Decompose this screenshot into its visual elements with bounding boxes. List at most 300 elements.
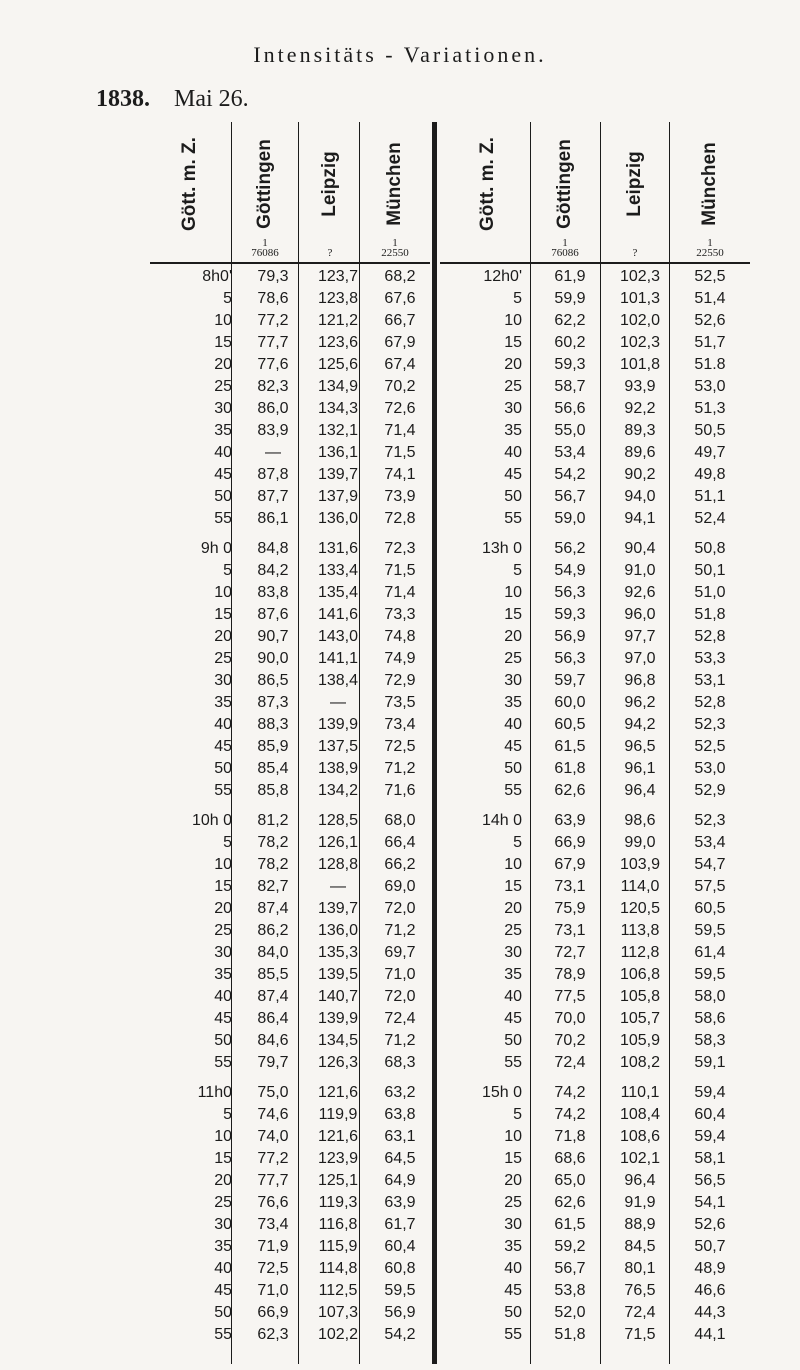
leipzig-left-value: 133,4 bbox=[317, 562, 359, 579]
time-right: 25 bbox=[504, 922, 522, 939]
leipzig-left-value: 140,7 bbox=[317, 988, 359, 1005]
leipzig-right-value: 94,2 bbox=[624, 716, 656, 733]
leipzig-right-value: 94,0 bbox=[624, 488, 656, 505]
muenchen-left-value: 72,9 bbox=[384, 672, 416, 689]
time-right: 15h 0 bbox=[481, 1084, 522, 1101]
time-left: 20 bbox=[214, 900, 232, 917]
leipzig-left-value: 137,5 bbox=[317, 738, 359, 755]
header-label: München bbox=[699, 142, 720, 226]
leipzig-left-value: 125,6 bbox=[317, 356, 359, 373]
leipzig-left-value: 134,2 bbox=[317, 782, 359, 799]
time-right: 25 bbox=[504, 378, 522, 395]
table-row bbox=[0, 1192, 800, 1214]
hour-section bbox=[0, 1082, 800, 1346]
table-row bbox=[0, 1170, 800, 1192]
muenchen-right-value: 60,4 bbox=[694, 1106, 726, 1123]
leipzig-right-value: 96,8 bbox=[624, 672, 656, 689]
time-left: 30 bbox=[214, 1216, 232, 1233]
leipzig-right-value: 93,9 bbox=[624, 378, 656, 395]
goettingen-right-value: 65,0 bbox=[554, 1172, 586, 1189]
header-muenchen-left bbox=[360, 122, 430, 262]
goettingen-left-value: 81,2 bbox=[257, 812, 289, 829]
muenchen-left-value: 71,4 bbox=[384, 584, 416, 601]
time-right: 20 bbox=[504, 900, 522, 917]
muenchen-right-value: 53,0 bbox=[694, 760, 726, 777]
time-left: 10h 0 bbox=[191, 812, 232, 829]
time-left: 25 bbox=[214, 1194, 232, 1211]
hour-section bbox=[0, 538, 800, 802]
table-row bbox=[0, 1236, 800, 1258]
goettingen-right-value: 51,8 bbox=[554, 1326, 586, 1343]
muenchen-right-value: 48,9 bbox=[694, 1260, 726, 1277]
leipzig-right-value: 113,8 bbox=[620, 922, 660, 939]
muenchen-right-value: 52,3 bbox=[694, 812, 726, 829]
muenchen-right-value: 52,5 bbox=[694, 268, 726, 285]
goettingen-left-value: 78,2 bbox=[257, 834, 289, 851]
time-right: 15 bbox=[504, 606, 522, 623]
goettingen-right-value: 59,7 bbox=[554, 672, 586, 689]
leipzig-right-value: 88,9 bbox=[624, 1216, 656, 1233]
leipzig-left-value: 135,4 bbox=[317, 584, 359, 601]
table-row bbox=[0, 1126, 800, 1148]
muenchen-right-value: 51,7 bbox=[694, 334, 726, 351]
time-left: 35 bbox=[214, 966, 232, 983]
goettingen-left-value: 84,2 bbox=[257, 562, 289, 579]
table-row bbox=[0, 1052, 800, 1074]
time-left: 40 bbox=[214, 988, 232, 1005]
header-factor: ? bbox=[327, 247, 333, 259]
table-row bbox=[0, 582, 800, 604]
muenchen-left-value: 73,9 bbox=[384, 488, 416, 505]
time-right: 30 bbox=[504, 944, 522, 961]
time-right: 14h 0 bbox=[481, 812, 522, 829]
time-right: 10 bbox=[504, 856, 522, 873]
muenchen-right-value: 58,6 bbox=[694, 1010, 726, 1027]
goettingen-right-value: 59,2 bbox=[554, 1238, 586, 1255]
leipzig-left-value: 125,1 bbox=[317, 1172, 359, 1189]
muenchen-right-value: 58,1 bbox=[694, 1150, 726, 1167]
time-left: 55 bbox=[214, 1054, 232, 1071]
goettingen-left-value: 85,5 bbox=[257, 966, 289, 983]
table-row bbox=[0, 464, 800, 486]
leipzig-right-value: 97,7 bbox=[624, 628, 656, 645]
table-row bbox=[0, 964, 800, 986]
muenchen-left-value: 66,4 bbox=[384, 834, 416, 851]
table-row bbox=[0, 560, 800, 582]
leipzig-left-value: 112,5 bbox=[318, 1282, 358, 1299]
goettingen-right-value: 54,9 bbox=[554, 562, 586, 579]
header-muenchen-right bbox=[670, 122, 750, 262]
muenchen-right-value: 51.8 bbox=[694, 356, 726, 373]
header-factor: 1 76086 bbox=[251, 237, 279, 259]
leipzig-left-value: 123,8 bbox=[317, 290, 359, 307]
leipzig-left-value: 119,3 bbox=[318, 1194, 358, 1211]
time-right: 55 bbox=[504, 1054, 522, 1071]
goettingen-right-value: 63,9 bbox=[554, 812, 586, 829]
muenchen-right-value: 51,0 bbox=[694, 584, 726, 601]
leipzig-left-value: 123,6 bbox=[317, 334, 359, 351]
muenchen-left-value: 64,9 bbox=[384, 1172, 416, 1189]
table-header bbox=[0, 122, 800, 262]
table-row bbox=[0, 442, 800, 464]
goettingen-right-value: 73,1 bbox=[554, 878, 586, 895]
muenchen-right-value: 51,1 bbox=[694, 488, 726, 505]
muenchen-left-value: 72,0 bbox=[384, 900, 416, 917]
leipzig-right-value: 103,9 bbox=[619, 856, 661, 873]
goettingen-left-value: 84,0 bbox=[257, 944, 289, 961]
goettingen-right-value: 58,7 bbox=[554, 378, 586, 395]
leipzig-left-value: 107,3 bbox=[317, 1304, 359, 1321]
leipzig-left-value: 135,3 bbox=[317, 944, 359, 961]
muenchen-left-value: 71,4 bbox=[384, 422, 416, 439]
leipzig-right-value: 96,2 bbox=[624, 694, 656, 711]
goettingen-left-value: 82,3 bbox=[257, 378, 289, 395]
goettingen-right-value: 56,7 bbox=[554, 1260, 586, 1277]
muenchen-left-value: 67,9 bbox=[384, 334, 416, 351]
time-right: 45 bbox=[504, 738, 522, 755]
muenchen-left-value: 72,6 bbox=[384, 400, 416, 417]
table-row bbox=[0, 508, 800, 530]
date-heading bbox=[96, 86, 249, 113]
leipzig-left-value: 136,1 bbox=[317, 444, 359, 461]
leipzig-right-value: 90,2 bbox=[624, 466, 656, 483]
muenchen-right-value: 50,5 bbox=[694, 422, 726, 439]
table-row bbox=[0, 332, 800, 354]
time-right: 50 bbox=[504, 1032, 522, 1049]
leipzig-left-value: 139,9 bbox=[317, 1010, 359, 1027]
goettingen-right-value: 61,5 bbox=[554, 1216, 586, 1233]
muenchen-left-value: 74,8 bbox=[384, 628, 416, 645]
goettingen-left-value: 77,7 bbox=[257, 1172, 289, 1189]
goettingen-left-value: 82,7 bbox=[257, 878, 289, 895]
goettingen-right-value: 59,9 bbox=[554, 290, 586, 307]
time-right: 20 bbox=[504, 356, 522, 373]
header-rule-right bbox=[440, 262, 750, 264]
table-row bbox=[0, 1148, 800, 1170]
goettingen-left-value: 83,9 bbox=[257, 422, 289, 439]
goettingen-right-value: 56,9 bbox=[554, 628, 586, 645]
time-left: 55 bbox=[214, 782, 232, 799]
leipzig-left-value: 116,8 bbox=[318, 1216, 358, 1233]
muenchen-right-value: 53,1 bbox=[694, 672, 726, 689]
goettingen-left-value: 90,7 bbox=[257, 628, 289, 645]
goettingen-left-value: 87,6 bbox=[257, 606, 289, 623]
table-row bbox=[0, 832, 800, 854]
leipzig-left-value: 123,7 bbox=[317, 268, 359, 285]
leipzig-left-value: 114,8 bbox=[318, 1260, 358, 1277]
muenchen-left-value: 54,2 bbox=[384, 1326, 416, 1343]
table-row bbox=[0, 854, 800, 876]
leipzig-right-value: 105,8 bbox=[619, 988, 661, 1005]
time-right: 45 bbox=[504, 466, 522, 483]
muenchen-left-value: 71,0 bbox=[384, 966, 416, 983]
time-right: 20 bbox=[504, 1172, 522, 1189]
leipzig-left-value: 126,3 bbox=[317, 1054, 359, 1071]
leipzig-left-value: 132,1 bbox=[317, 422, 359, 439]
muenchen-right-value: 59,5 bbox=[694, 966, 726, 983]
leipzig-right-value: 94,1 bbox=[624, 510, 656, 527]
time-left: 30 bbox=[214, 672, 232, 689]
goettingen-right-value: 61,5 bbox=[554, 738, 586, 755]
time-right: 5 bbox=[513, 1106, 522, 1123]
header-goettingen-right bbox=[530, 122, 600, 262]
goettingen-right-value: 61,9 bbox=[554, 268, 586, 285]
time-right: 55 bbox=[504, 782, 522, 799]
header-leipzig-right bbox=[600, 122, 670, 262]
goettingen-left-value: 87,4 bbox=[257, 988, 289, 1005]
leipzig-left-value: 128,8 bbox=[317, 856, 359, 873]
goettingen-left-value: 86,4 bbox=[257, 1010, 289, 1027]
muenchen-right-value: 50,7 bbox=[694, 1238, 726, 1255]
goettingen-left-value: 62,3 bbox=[257, 1326, 289, 1343]
time-left: 8h0' bbox=[202, 268, 232, 285]
leipzig-right-value: 114,0 bbox=[620, 878, 660, 895]
table-row bbox=[0, 920, 800, 942]
time-right: 50 bbox=[504, 1304, 522, 1321]
goettingen-left-value: 86,1 bbox=[257, 510, 289, 527]
goettingen-left-value: 66,9 bbox=[257, 1304, 289, 1321]
goettingen-left-value: 87,8 bbox=[257, 466, 289, 483]
leipzig-right-value: 105,9 bbox=[619, 1032, 661, 1049]
table-row bbox=[0, 942, 800, 964]
time-right: 35 bbox=[504, 422, 522, 439]
leipzig-right-value: 84,5 bbox=[624, 1238, 656, 1255]
muenchen-left-value: 60,4 bbox=[384, 1238, 416, 1255]
leipzig-right-value: 96,4 bbox=[624, 1172, 656, 1189]
goettingen-right-value: 72,7 bbox=[554, 944, 586, 961]
muenchen-left-value: 72,3 bbox=[384, 540, 416, 557]
leipzig-left-value: 131,6 bbox=[317, 540, 359, 557]
time-left: 25 bbox=[214, 922, 232, 939]
leipzig-right-value: 96,1 bbox=[624, 760, 656, 777]
leipzig-right-value: 102,3 bbox=[619, 334, 661, 351]
table-row bbox=[0, 538, 800, 560]
leipzig-left-value: 121,2 bbox=[317, 312, 359, 329]
time-left: 5 bbox=[223, 290, 232, 307]
goettingen-left-value: 72,5 bbox=[257, 1260, 289, 1277]
time-left: 55 bbox=[214, 510, 232, 527]
leipzig-right-value: 72,4 bbox=[624, 1304, 656, 1321]
leipzig-right-value: 101,3 bbox=[619, 290, 661, 307]
time-left: 30 bbox=[214, 400, 232, 417]
leipzig-right-value: 102,1 bbox=[619, 1150, 661, 1167]
goettingen-right-value: 74,2 bbox=[554, 1106, 586, 1123]
time-left: 35 bbox=[214, 694, 232, 711]
muenchen-left-value: 74,9 bbox=[384, 650, 416, 667]
time-right: 40 bbox=[504, 1260, 522, 1277]
time-left: 5 bbox=[223, 1106, 232, 1123]
time-right: 55 bbox=[504, 510, 522, 527]
hour-section bbox=[0, 810, 800, 1074]
goettingen-left-value: 78,2 bbox=[257, 856, 289, 873]
time-left: 15 bbox=[214, 1150, 232, 1167]
time-right: 30 bbox=[504, 672, 522, 689]
table-body bbox=[0, 266, 800, 1354]
time-right: 40 bbox=[504, 988, 522, 1005]
goettingen-right-value: 70,0 bbox=[554, 1010, 586, 1027]
time-left: 40 bbox=[214, 1260, 232, 1277]
goettingen-right-value: 70,2 bbox=[554, 1032, 586, 1049]
header-label: Leipzig bbox=[624, 151, 645, 217]
goettingen-left-value: 79,7 bbox=[257, 1054, 289, 1071]
table-row bbox=[0, 626, 800, 648]
table-row bbox=[0, 714, 800, 736]
time-right: 40 bbox=[504, 716, 522, 733]
goettingen-right-value: 56,7 bbox=[554, 488, 586, 505]
time-left: 15 bbox=[214, 334, 232, 351]
muenchen-right-value: 52,5 bbox=[694, 738, 726, 755]
muenchen-right-value: 60,5 bbox=[694, 900, 726, 917]
time-right: 5 bbox=[513, 290, 522, 307]
goettingen-left-value: 87,4 bbox=[257, 900, 289, 917]
header-leipzig-left bbox=[300, 122, 360, 262]
muenchen-right-value: 59,4 bbox=[694, 1128, 726, 1145]
goettingen-left-value: 78,6 bbox=[257, 290, 289, 307]
table-row bbox=[0, 876, 800, 898]
muenchen-left-value: 73,3 bbox=[384, 606, 416, 623]
leipzig-left-value: 134,5 bbox=[317, 1032, 359, 1049]
time-left: 45 bbox=[214, 1282, 232, 1299]
time-right: 50 bbox=[504, 760, 522, 777]
table-row bbox=[0, 898, 800, 920]
muenchen-right-value: 59,5 bbox=[694, 922, 726, 939]
header-factor: 1 22550 bbox=[381, 237, 409, 259]
time-left: 10 bbox=[214, 312, 232, 329]
muenchen-right-value: 52,8 bbox=[694, 628, 726, 645]
goettingen-right-value: 61,8 bbox=[554, 760, 586, 777]
header-label: Gött. m. Z. bbox=[179, 137, 200, 231]
leipzig-right-value: 99,0 bbox=[624, 834, 656, 851]
muenchen-right-value: 50,8 bbox=[694, 540, 726, 557]
muenchen-left-value: 67,6 bbox=[384, 290, 416, 307]
leipzig-right-value: 91,0 bbox=[624, 562, 656, 579]
muenchen-left-value: 71,5 bbox=[384, 562, 416, 579]
goettingen-left-value: 90,0 bbox=[257, 650, 289, 667]
time-left: 11h0 bbox=[197, 1084, 232, 1101]
leipzig-left-value: 102,2 bbox=[317, 1326, 359, 1343]
muenchen-left-value: 63,2 bbox=[384, 1084, 416, 1101]
time-left: 20 bbox=[214, 1172, 232, 1189]
header-factor: ? bbox=[632, 247, 638, 259]
goettingen-left-value: 87,3 bbox=[257, 694, 289, 711]
muenchen-right-value: 49,8 bbox=[694, 466, 726, 483]
time-left: 15 bbox=[214, 878, 232, 895]
time-left: 10 bbox=[214, 856, 232, 873]
goettingen-left-value: 83,8 bbox=[257, 584, 289, 601]
hour-section bbox=[0, 266, 800, 530]
time-right: 45 bbox=[504, 1282, 522, 1299]
muenchen-right-value: 53,3 bbox=[694, 650, 726, 667]
table-row bbox=[0, 1324, 800, 1346]
leipzig-left-value: 143,0 bbox=[317, 628, 359, 645]
muenchen-left-value: 73,4 bbox=[384, 716, 416, 733]
goettingen-left-value: 75,0 bbox=[257, 1084, 289, 1101]
time-right: 25 bbox=[504, 650, 522, 667]
leipzig-right-value: 108,2 bbox=[619, 1054, 661, 1071]
time-left: 50 bbox=[214, 1304, 232, 1321]
goettingen-right-value: 60,2 bbox=[554, 334, 586, 351]
leipzig-left-value: 138,4 bbox=[317, 672, 359, 689]
leipzig-left-value: 128,5 bbox=[317, 812, 359, 829]
leipzig-left-value: 134,3 bbox=[317, 400, 359, 417]
time-right: 35 bbox=[504, 694, 522, 711]
table-row bbox=[0, 780, 800, 802]
time-left: 50 bbox=[214, 1032, 232, 1049]
table-row bbox=[0, 1008, 800, 1030]
time-right: 35 bbox=[504, 1238, 522, 1255]
muenchen-right-value: 44,1 bbox=[694, 1326, 726, 1343]
time-left: 45 bbox=[214, 738, 232, 755]
goettingen-right-value: 62,6 bbox=[554, 1194, 586, 1211]
goettingen-right-value: 59,0 bbox=[554, 510, 586, 527]
muenchen-right-value: 51,8 bbox=[694, 606, 726, 623]
muenchen-left-value: 69,7 bbox=[384, 944, 416, 961]
day-month: Mai 26. bbox=[174, 86, 249, 112]
muenchen-left-value: 71,5 bbox=[384, 444, 416, 461]
muenchen-left-value: 71,2 bbox=[384, 922, 416, 939]
table-row bbox=[0, 1302, 800, 1324]
muenchen-right-value: 59,4 bbox=[694, 1084, 726, 1101]
leipzig-left-value: 137,9 bbox=[317, 488, 359, 505]
goettingen-right-value: 77,5 bbox=[554, 988, 586, 1005]
leipzig-right-value: 108,4 bbox=[619, 1106, 661, 1123]
leipzig-right-value: 96,4 bbox=[624, 782, 656, 799]
time-left: 45 bbox=[214, 1010, 232, 1027]
time-left: 5 bbox=[223, 562, 232, 579]
time-right: 15 bbox=[504, 1150, 522, 1167]
goettingen-right-value: 56,3 bbox=[554, 584, 586, 601]
muenchen-left-value: 72,4 bbox=[384, 1010, 416, 1027]
goettingen-left-value: 77,6 bbox=[257, 356, 289, 373]
goettingen-right-value: 67,9 bbox=[554, 856, 586, 873]
time-left: 25 bbox=[214, 650, 232, 667]
goettingen-right-value: 68,6 bbox=[554, 1150, 586, 1167]
goettingen-left-value: 71,9 bbox=[257, 1238, 289, 1255]
table-row bbox=[0, 420, 800, 442]
header-factor: 1 22550 bbox=[696, 237, 724, 259]
time-right: 15 bbox=[504, 878, 522, 895]
goettingen-right-value: 73,1 bbox=[554, 922, 586, 939]
header-label: Göttingen bbox=[254, 139, 275, 229]
running-title: Intensitäts - Variationen. bbox=[253, 42, 547, 67]
time-right: 12h0' bbox=[483, 268, 522, 285]
muenchen-right-value: 54,1 bbox=[694, 1194, 726, 1211]
leipzig-left-value: 138,9 bbox=[317, 760, 359, 777]
leipzig-right-value: 105,7 bbox=[619, 1010, 661, 1027]
leipzig-right-value: 76,5 bbox=[624, 1282, 656, 1299]
muenchen-right-value: 52,9 bbox=[694, 782, 726, 799]
time-left: 45 bbox=[214, 466, 232, 483]
leipzig-right-value: 112,8 bbox=[620, 944, 660, 961]
time-right: 10 bbox=[504, 1128, 522, 1145]
muenchen-left-value: 74,1 bbox=[384, 466, 416, 483]
muenchen-left-value: 69,0 bbox=[384, 878, 416, 895]
leipzig-left-value: 121,6 bbox=[317, 1084, 359, 1101]
table-row bbox=[0, 354, 800, 376]
muenchen-left-value: 66,7 bbox=[384, 312, 416, 329]
muenchen-left-value: 72,0 bbox=[384, 988, 416, 1005]
muenchen-right-value: 51,4 bbox=[694, 290, 726, 307]
muenchen-right-value: 52,8 bbox=[694, 694, 726, 711]
header-time-right bbox=[445, 122, 530, 262]
time-right: 40 bbox=[504, 444, 522, 461]
header-label: Gött. m. Z. bbox=[476, 137, 498, 231]
goettingen-right-value: 72,4 bbox=[554, 1054, 586, 1071]
muenchen-left-value: 73,5 bbox=[384, 694, 416, 711]
leipzig-right-value: 110,1 bbox=[620, 1084, 660, 1101]
muenchen-right-value: 52,3 bbox=[694, 716, 726, 733]
leipzig-right-value: 108,6 bbox=[619, 1128, 661, 1145]
